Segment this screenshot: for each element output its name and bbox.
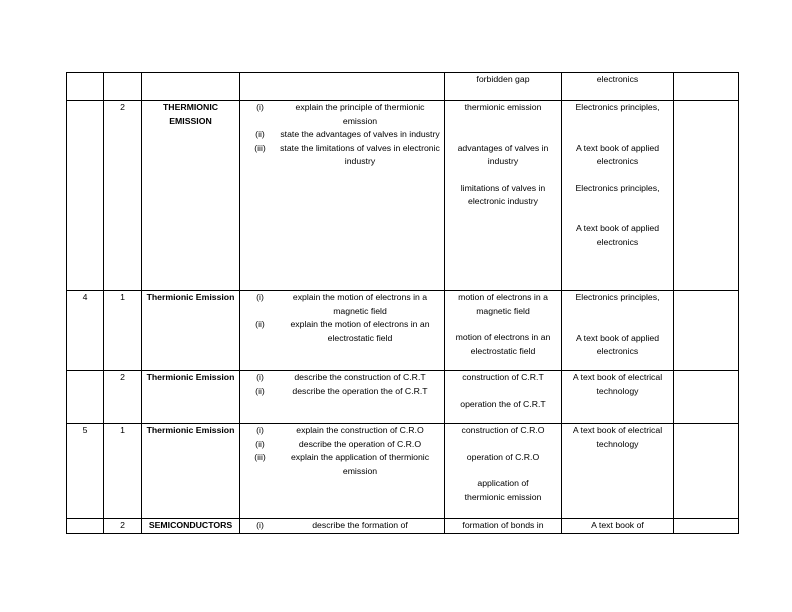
period-cell: 2 <box>104 101 142 291</box>
reference-item: Electronics principles, <box>575 182 660 193</box>
content-item: construction of C.R.T <box>462 372 544 382</box>
content-item: limitations of valves in electronic industry <box>460 182 546 206</box>
content-item: advantages of valves in industry <box>457 142 549 166</box>
reference-item: Electronics principles, <box>575 102 660 112</box>
reference-item: Electronics principles, <box>575 292 660 302</box>
table-row <box>67 101 739 291</box>
objective-item: (iii) state the limitations of valves in electronic industry <box>254 142 440 166</box>
reference-item: A text book of applied electronics <box>575 142 660 166</box>
objectives-cell <box>240 519 445 534</box>
remarks-cell <box>674 371 739 424</box>
topic-cell: Thermionic Emission <box>142 424 240 519</box>
content-item: thermionic emission <box>464 102 542 112</box>
reference-cell <box>562 73 674 101</box>
topic-cell: Thermionic Emission <box>142 291 240 371</box>
period-cell: 1 <box>104 291 142 371</box>
content-item: forbidden gap <box>476 74 530 84</box>
content-cell <box>445 371 562 424</box>
objectives-cell <box>240 291 445 371</box>
remarks-cell <box>674 101 739 291</box>
content-item: application of thermionic emission <box>464 478 542 502</box>
table-row <box>67 519 739 534</box>
topic-cell: SEMICONDUCTORS <box>142 519 240 534</box>
content-cell <box>445 424 562 519</box>
objective-item: (ii) describe the operation of C.R.O <box>255 438 422 449</box>
content-item: operation the of C.R.T <box>460 398 546 409</box>
topic-cell <box>142 73 240 101</box>
table-row <box>67 424 739 519</box>
remarks-cell <box>674 519 739 534</box>
objective-item: (i) describe the formation of <box>256 520 408 530</box>
objective-item: (i) explain the motion of electrons in a magnetic field <box>256 292 428 316</box>
reference-cell <box>562 101 674 291</box>
objectives-cell <box>240 424 445 519</box>
objectives-cell <box>240 371 445 424</box>
objective-item: (ii) explain the motion of electrons in an electrostatic field <box>255 319 430 343</box>
reference-cell <box>562 371 674 424</box>
week-cell: 4 <box>67 291 104 371</box>
reference-item: electronics <box>596 74 639 84</box>
remarks-cell <box>674 291 739 371</box>
period-cell: 2 <box>104 371 142 424</box>
content-item: motion of electrons in an electrostatic field <box>455 332 551 356</box>
reference-item: A text book of applied electronics <box>575 223 660 247</box>
content-cell <box>445 73 562 101</box>
objectives-cell <box>240 73 445 101</box>
week-cell: 5 <box>67 424 104 519</box>
content-cell <box>445 519 562 534</box>
topic-cell: Thermionic Emission <box>142 371 240 424</box>
content-item: construction of C.R.O <box>461 425 545 435</box>
table-row <box>67 73 739 101</box>
objective-item: (ii) describe the operation the of C.R.T <box>255 385 428 396</box>
week-cell <box>67 101 104 291</box>
reference-cell <box>562 519 674 534</box>
reference-item: A text book of <box>591 520 644 530</box>
period-cell: 2 <box>104 519 142 534</box>
reference-item: A text book of electrical technology <box>572 372 663 396</box>
remarks-cell <box>674 424 739 519</box>
objective-item: (ii) state the advantages of valves in industry <box>255 129 440 139</box>
week-cell <box>67 73 104 101</box>
content-cell <box>445 291 562 371</box>
content-item: operation of C.R.O <box>466 451 540 462</box>
topic-cell: THERMIONIC EMISSION <box>142 101 240 291</box>
week-cell <box>67 371 104 424</box>
content-item: formation of bonds in <box>462 520 544 530</box>
objective-item: (iii) explain the application of thermionic emission <box>254 452 430 476</box>
objective-item: (i) describe the construction of C.R.T <box>256 372 426 382</box>
period-cell: 1 <box>104 424 142 519</box>
table-row <box>67 371 739 424</box>
objective-item: (i) explain the principle of thermionic emission <box>256 102 425 126</box>
week-cell <box>67 519 104 534</box>
remarks-cell <box>674 73 739 101</box>
period-cell <box>104 73 142 101</box>
scheme-of-work-table <box>66 72 739 534</box>
content-cell <box>445 101 562 291</box>
objective-item: (i) explain the construction of C.R.O <box>256 425 424 435</box>
reference-item: A text book of electrical technology <box>572 425 663 449</box>
reference-cell <box>562 291 674 371</box>
content-item: motion of electrons in a magnetic field <box>458 292 548 316</box>
reference-cell <box>562 424 674 519</box>
table-row <box>67 291 739 371</box>
objectives-cell <box>240 101 445 291</box>
reference-item: A text book of applied electronics <box>575 332 660 356</box>
